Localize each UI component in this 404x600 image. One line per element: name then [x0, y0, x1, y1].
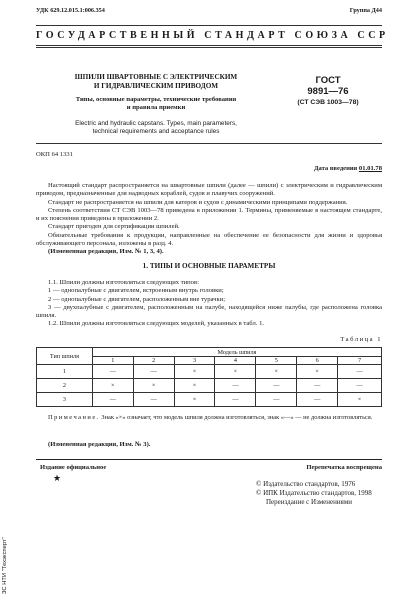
table-cell: ×: [133, 379, 174, 393]
table-cell: —: [92, 365, 133, 379]
table-row: [37, 393, 382, 407]
model-number: 6: [297, 357, 338, 365]
gost-number: 9891—76: [307, 86, 349, 97]
list-item: 2 — однопалубные с двигателем, расположенным вне турачки;: [48, 295, 226, 303]
note-text: Знак «×» означает, что модель шпиля должна изготовляться, знак «—» — не должна изготовляться.: [101, 414, 373, 421]
table-cell: ×: [174, 393, 215, 407]
star-icon: ★: [53, 473, 62, 483]
top-rule-2: [36, 45, 382, 46]
paragraph: Обязательные требования к продукции, направленные на обеспечение ее безопасности для жизни и здоровья обслуживающего персонала, изложены в разд. 4.: [36, 231, 382, 248]
table-cell: ×: [174, 365, 215, 379]
list-item: 3 — двухпалубные с двигателем, расположенным на палубе, находящейся ниже палубы, где расположена головка шпиля.: [36, 303, 382, 320]
model-header: Модель шпиля: [92, 348, 381, 357]
table-cell: —: [133, 393, 174, 407]
effective-date-value: 01.01.78: [358, 165, 382, 172]
mid-rule: [36, 143, 382, 144]
list-item: 1.1. Шпили должны изготовляться следующих типов:: [48, 279, 199, 286]
paragraph: Стандарт не распространяется на шпили для катеров и судов с динамическими принципами поддержания.: [48, 198, 348, 206]
state-standard-title: ГОСУДАРСТВЕННЫЙ СТАНДАРТ СОЮЗА ССР: [36, 30, 389, 41]
reprint-prohibited: Перепечатка воспрещена: [306, 464, 382, 471]
model-number: 5: [256, 357, 297, 365]
table-cell: —: [297, 379, 338, 393]
table-row: [37, 379, 382, 393]
copyright-block: [256, 480, 372, 506]
table-cell: —: [215, 393, 256, 407]
intro-text: [36, 182, 382, 257]
table-cell: ×: [338, 393, 382, 407]
reissue-line: Переиздание с Изменениями: [266, 497, 353, 506]
gost-label: ГОСТ: [315, 75, 341, 86]
top-rule: [36, 25, 382, 26]
list-item: 1.2. Шпили должны изготовляться следующих моделей, указанных в табл. 1.: [48, 320, 265, 328]
gost-designation: [268, 75, 388, 107]
model-number: 4: [215, 357, 256, 365]
document-title: ШПИЛИ ШВАРТОВНЫЕ С ЭЛЕКТРИЧЕСКИМ И ГИДРАВЛИЧЕСКИМ ПРИВОДОМ: [74, 73, 238, 90]
list-item: 1 — однопалубные с двигателем, встроенным внутрь головки;: [48, 287, 224, 295]
type-header: Тип шпиля: [37, 348, 93, 365]
cmea-reference: (СТ СЭВ 1003—78): [297, 99, 359, 106]
group-code: Группа Д44: [349, 7, 382, 14]
amendment-note: (Измененная редакция, Изм. № 3).: [48, 441, 151, 448]
effective-date: Дата введения 01.01.78: [313, 165, 382, 172]
table-cell: —: [92, 393, 133, 407]
type-cell: 1: [37, 365, 93, 379]
table-note: [36, 414, 382, 422]
table-caption: Таблица 1: [340, 336, 382, 343]
table-cell: ×: [256, 365, 297, 379]
table-cell: —: [256, 393, 297, 407]
model-number: 2: [133, 357, 174, 365]
table-cell: —: [338, 365, 382, 379]
model-number: 1: [92, 357, 133, 365]
table-cell: —: [338, 379, 382, 393]
note-label: Примечание.: [48, 414, 100, 421]
table-cell: ×: [92, 379, 133, 393]
copyright-line: © ИПК Издательство стандартов, 1998: [256, 488, 372, 497]
udk-code: УДК 629.12.015.1:006.354: [36, 7, 105, 14]
table-cell: ×: [215, 365, 256, 379]
paragraph: Степень соответствия СТ СЭВ 1003—78 приведена в приложении 1. Термины, применяемые в настоящем стандарте, и их пояснения приведены в приложении 2.: [36, 206, 382, 223]
type-cell: 2: [37, 379, 93, 393]
model-number: 3: [174, 357, 215, 365]
side-stamp: ЗС НТИ "Техэксперт": [2, 537, 8, 594]
table-row: [37, 365, 382, 379]
amendment-note: (Измененная редакция, Изм. № 1, 3, 4).: [48, 248, 164, 256]
section-items: [36, 279, 382, 329]
copyright-line: © Издательство стандартов, 1976: [256, 480, 356, 488]
table-cell: ×: [297, 365, 338, 379]
section-title: 1. ТИПЫ И ОСНОВНЫЕ ПАРАМЕТРЫ: [142, 262, 276, 270]
paragraph: Стандарт пригоден для сертификации шпилей.: [48, 223, 180, 231]
official-edition: Издание официальное: [40, 464, 107, 471]
models-table: [36, 347, 382, 407]
table-cell: —: [133, 365, 174, 379]
english-title: Electric and hydraulic capstans. Types, main parameters, technical requirements and acceptance rules: [75, 120, 237, 135]
paragraph: Настоящий стандарт распространяется на швартовные шпили (далее — шпили) с электрическим и гидравлическим приводом, предназначенные для надводных кораблей, судов и плавучих сооружений.: [36, 182, 382, 198]
table-cell: —: [256, 379, 297, 393]
top-rule-3: [36, 47, 382, 48]
document-subtitle: Типы, основные параметры, технические требования и правила приемки: [75, 96, 237, 111]
model-number: 7: [338, 357, 382, 365]
type-cell: 3: [37, 393, 93, 407]
footer-rule: [36, 459, 382, 460]
okp-code: ОКП 64 1331: [36, 151, 73, 158]
table-cell: ×: [174, 379, 215, 393]
table-cell: —: [215, 379, 256, 393]
table-cell: —: [297, 393, 338, 407]
